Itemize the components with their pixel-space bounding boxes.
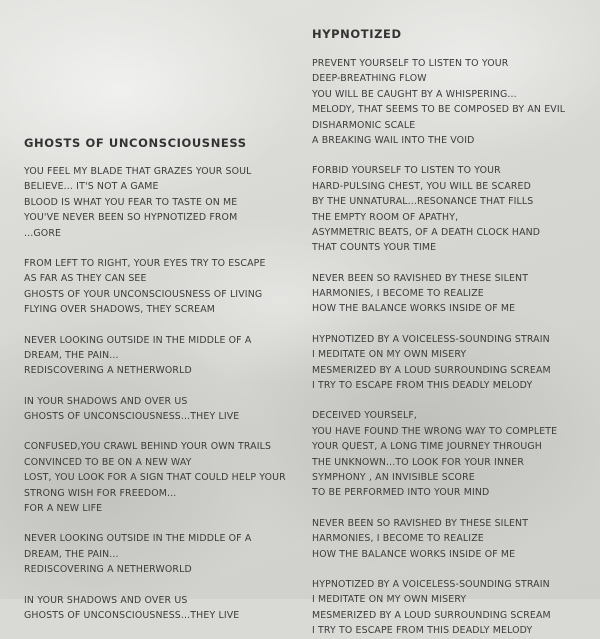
lyric-line: HYPNOTIZED BY A VOICELESS-SOUNDING STRAIN bbox=[312, 578, 550, 590]
lyric-line: HOW THE BALANCE WORKS INSIDE OF ME bbox=[312, 303, 516, 315]
stanza-gap bbox=[24, 241, 286, 256]
lyric-line: NEVER BEEN SO RAVISHED BY THESE SILENT bbox=[312, 272, 529, 284]
song-title-hypnotized: HYPNOTIZED bbox=[312, 27, 402, 41]
lyric-line: MESMERIZED BY A LOUD SURROUNDING SCREAM bbox=[312, 609, 551, 621]
lyric-line: ...GORE bbox=[24, 227, 62, 239]
song-title-ghosts: GHOSTS OF UNCONSCIOUSNESS bbox=[24, 136, 247, 150]
lyric-line: PREVENT YOURSELF TO LISTEN TO YOUR bbox=[312, 58, 509, 69]
lyric-line: DREAM, THE PAIN... bbox=[24, 349, 119, 361]
stanza-gap bbox=[24, 318, 286, 333]
stanza-gap bbox=[24, 578, 286, 593]
lyric-line: STRONG WISH FOR FREEDOM... bbox=[24, 487, 177, 499]
stanza-gap bbox=[312, 562, 565, 577]
stanza bbox=[312, 516, 565, 562]
stanza-gap bbox=[312, 148, 565, 163]
lyric-line: THE UNKNOWN...TO LOOK FOR YOUR INNER bbox=[312, 456, 525, 468]
stanza bbox=[312, 163, 565, 255]
stanza bbox=[312, 332, 565, 394]
stanza-gap bbox=[312, 501, 565, 516]
lyric-line: DECEIVED YOURSELF, bbox=[312, 410, 418, 422]
stanza bbox=[312, 577, 565, 639]
stanza bbox=[24, 593, 286, 624]
lyric-line: NEVER LOOKING OUTSIDE IN THE MIDDLE OF A bbox=[24, 334, 252, 346]
stanza-gap bbox=[312, 256, 565, 271]
lyric-line: GHOSTS OF YOUR UNCONSCIOUSNESS OF LIVING bbox=[24, 288, 263, 300]
lyric-line: AS FAR AS THEY CAN SEE bbox=[24, 273, 147, 285]
lyric-line: LOST, YOU LOOK FOR A SIGN THAT COULD HELP YOUR bbox=[24, 472, 286, 484]
lyric-line: FLYING OVER SHADOWS, THEY SCREAM bbox=[24, 304, 215, 316]
lyric-line: CONVINCED TO BE ON A NEW WAY bbox=[24, 456, 192, 468]
lyric-line: BY THE UNNATURAL...RESONANCE THAT FILLS bbox=[312, 196, 534, 208]
lyric-line: HARMONIES, I BECOME TO REALIZE bbox=[312, 288, 484, 300]
lyric-line: YOU WILL BE CAUGHT BY A WHISPERING... bbox=[312, 88, 517, 100]
lyric-line: YOU'VE NEVER BEEN SO HYPNOTIZED FROM bbox=[24, 212, 238, 224]
lyric-line: GHOSTS OF UNCONSCIOUSNESS...THEY LIVE bbox=[24, 609, 240, 621]
stanza bbox=[24, 333, 286, 379]
lyric-line: FORBID YOURSELF TO LISTEN TO YOUR bbox=[312, 165, 501, 177]
stanza-gap bbox=[312, 393, 565, 408]
lyric-line: I MEDITATE ON MY OWN MISERY bbox=[312, 349, 467, 361]
stanza bbox=[24, 439, 286, 516]
lyric-line: MELODY, THAT SEEMS TO BE COMPOSED BY AN EVIL bbox=[312, 104, 566, 116]
lyric-line: FROM LEFT TO RIGHT, YOUR EYES TRY TO ESCAPE bbox=[24, 257, 266, 269]
stanza bbox=[312, 408, 565, 500]
stanza-gap bbox=[24, 379, 286, 394]
lyric-line: FOR A NEW LIFE bbox=[24, 503, 103, 515]
lyric-line: THAT COUNTS YOUR TIME bbox=[312, 242, 437, 254]
lyric-line: DISHARMONIC SCALE bbox=[312, 119, 416, 131]
lyric-line: IN YOUR SHADOWS AND OVER US bbox=[24, 395, 188, 407]
stanza bbox=[312, 271, 565, 317]
stanza bbox=[24, 394, 286, 425]
stanza bbox=[24, 256, 286, 318]
lyric-line: DEEP-BREATHING FLOW bbox=[312, 73, 427, 85]
lyric-line: CONFUSED,YOU CRAWL BEHIND YOUR OWN TRAILS bbox=[24, 441, 272, 453]
lyric-line: NEVER BEEN SO RAVISHED BY THESE SILENT bbox=[312, 517, 529, 529]
lyric-line: MESMERIZED BY A LOUD SURROUNDING SCREAM bbox=[312, 364, 551, 376]
stanza-gap bbox=[24, 424, 286, 439]
stanza-gap bbox=[312, 317, 565, 332]
lyric-line: DREAM, THE PAIN... bbox=[24, 548, 119, 560]
lyric-line: NEVER LOOKING OUTSIDE IN THE MIDDLE OF A bbox=[24, 533, 252, 545]
lyric-line: HOW THE BALANCE WORKS INSIDE OF ME bbox=[312, 548, 516, 560]
stanza-gap bbox=[24, 516, 286, 531]
lyric-line: HARMONIES, I BECOME TO REALIZE bbox=[312, 533, 484, 545]
lyrics-column-left bbox=[24, 164, 286, 623]
lyric-line: I TRY TO ESCAPE FROM THIS DEADLY MELODY bbox=[312, 625, 533, 637]
lyric-line: I TRY TO ESCAPE FROM THIS DEADLY MELODY bbox=[312, 380, 533, 392]
lyric-line: IN YOUR SHADOWS AND OVER US bbox=[24, 594, 188, 606]
lyric-line: YOU HAVE FOUND THE WRONG WAY TO COMPLETE bbox=[312, 425, 558, 437]
lyric-line: GHOSTS OF UNCONSCIOUSNESS...THEY LIVE bbox=[24, 411, 240, 423]
lyric-line: REDISCOVERING A NETHERWORLD bbox=[24, 365, 192, 377]
lyric-line: ASYMMETRIC BEATS, OF A DEATH CLOCK HAND bbox=[312, 226, 541, 238]
lyric-line: BELIEVE... IT'S NOT A GAME bbox=[24, 181, 159, 193]
lyric-line: A BREAKING WAIL INTO THE VOID bbox=[312, 134, 475, 146]
lyric-line: SYMPHONY , AN INVISIBLE SCORE bbox=[312, 471, 475, 483]
stanza bbox=[24, 164, 286, 241]
lyric-line: HARD-PULSING CHEST, YOU WILL BE SCARED bbox=[312, 180, 531, 192]
stanza bbox=[312, 56, 565, 148]
lyric-line: TO BE PERFORMED INTO YOUR MIND bbox=[312, 487, 490, 499]
lyric-line: THE EMPTY ROOM OF APATHY, bbox=[312, 211, 459, 223]
lyric-line: BLOOD IS WHAT YOU FEAR TO TASTE ON ME bbox=[24, 196, 238, 208]
stanza bbox=[24, 531, 286, 577]
lyric-line: YOU FEEL MY BLADE THAT GRAZES YOUR SOUL bbox=[24, 166, 252, 177]
lyric-line: YOUR QUEST, A LONG TIME JOURNEY THROUGH bbox=[312, 441, 543, 453]
lyric-line: I MEDITATE ON MY OWN MISERY bbox=[312, 594, 467, 606]
lyric-line: HYPNOTIZED BY A VOICELESS-SOUNDING STRAIN bbox=[312, 333, 550, 345]
lyrics-column-right bbox=[312, 56, 565, 639]
lyric-line: REDISCOVERING A NETHERWORLD bbox=[24, 564, 192, 576]
